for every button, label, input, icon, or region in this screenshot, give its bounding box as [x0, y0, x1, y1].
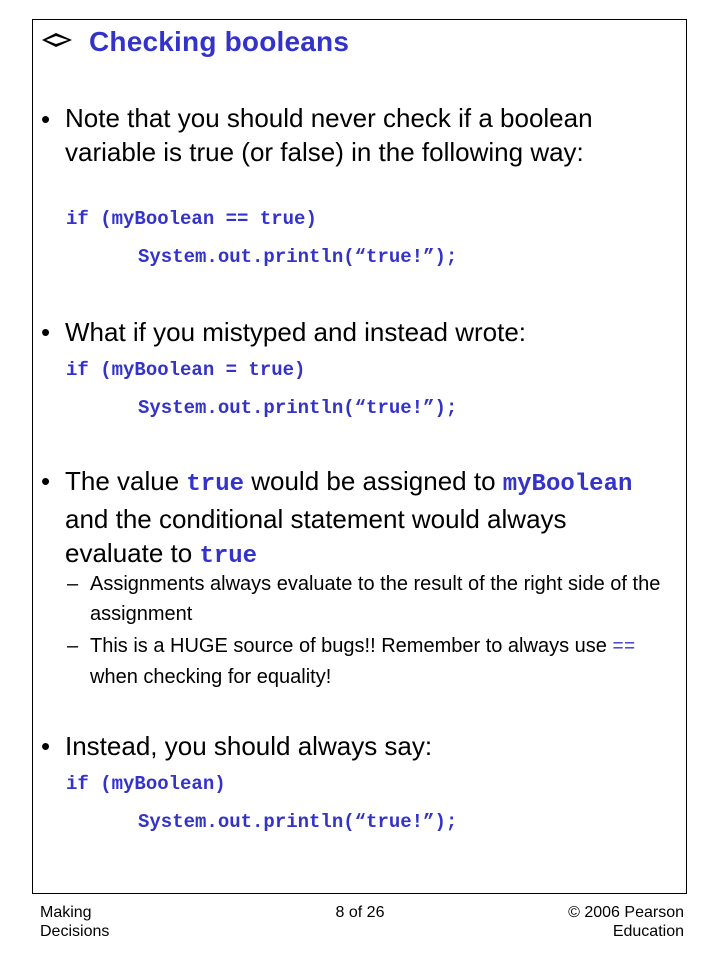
sub-bullet-marker: – [67, 573, 79, 595]
diamond-chevron-logo-icon [40, 31, 74, 49]
bullet-marker: • [41, 104, 51, 134]
sub-bullet-text-2: This is a HUGE source of bugs!! Remember to always use == when checking for equality! [90, 635, 636, 688]
code-line: if (myBoolean == true) [66, 208, 317, 230]
slide-title: Checking booleans [89, 26, 350, 57]
footer-right [568, 903, 684, 941]
code-line: System.out.println(“true!”); [138, 811, 458, 833]
copyright: © 2006 Pearson Education [568, 904, 684, 940]
bullet-marker: • [41, 731, 51, 761]
page-number: 8 of 26 [335, 904, 385, 921]
bullet-text-3: The value true would be assigned to myBoolean and the conditional statement would always evaluate to true [65, 466, 633, 570]
footer-left-line: Making Decisions [40, 904, 110, 940]
bullet-marker: • [41, 317, 51, 347]
sub-bullet-marker: – [67, 635, 79, 657]
bullet-text-1: Note that you should never check if a boolean variable is true (or false) in the following way: [65, 103, 593, 167]
bullet-text-2: What if you mistyped and instead wrote: [65, 317, 527, 347]
code-line: System.out.println(“true!”); [138, 246, 458, 268]
code-line: System.out.println(“true!”); [138, 397, 458, 419]
bullet-marker: • [41, 466, 51, 496]
code-line: if (myBoolean = true) [66, 359, 306, 381]
code-line: if (myBoolean) [66, 773, 226, 795]
bullet-text-4: Instead, you should always say: [65, 731, 433, 761]
sub-bullet-text-1: Assignments always evaluate to the result of the right side of the assignment [90, 573, 661, 625]
